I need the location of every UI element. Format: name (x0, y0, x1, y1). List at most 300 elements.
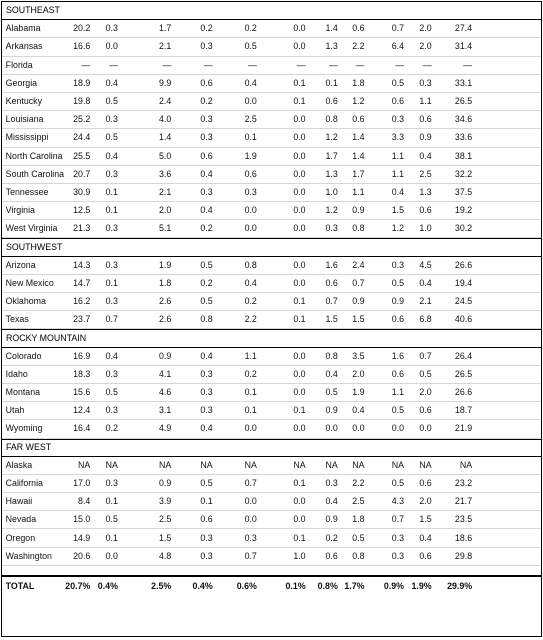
table-cell: 23.7 (73, 314, 91, 326)
table-cell: 2.5 (244, 114, 257, 126)
table-cell: 3.1 (159, 405, 172, 417)
table-cell: 2.2 (352, 477, 365, 489)
table-cell: 3.5 (352, 350, 365, 362)
table-cell: 0.2 (244, 368, 257, 380)
table-cell: NA (293, 459, 306, 471)
table-cell: 8.4 (78, 496, 91, 508)
table-cell: 4.0 (159, 114, 172, 126)
table-cell: 0.6 (352, 23, 365, 35)
table-cell: 0.5 (200, 477, 213, 489)
table-cell: 0.5 (200, 296, 213, 308)
region-header (2, 439, 541, 457)
region-name: ROCKY MOUNTAIN (6, 332, 87, 344)
table-cell: — (463, 59, 473, 71)
table-cell: 0.0 (293, 23, 306, 35)
table-cell: 0.6 (244, 168, 257, 180)
table-row (2, 257, 541, 275)
state-name: North Carolina (5, 150, 63, 162)
table-cell: 23.2 (454, 477, 473, 489)
table-cell: 15.0 (73, 514, 91, 526)
table-cell: 0.2 (105, 423, 118, 435)
table-cell: 26.4 (454, 350, 473, 362)
table-cell: 0.7 (391, 514, 405, 526)
table-cell: 2.5 (159, 514, 172, 526)
table-cell: 2.4 (159, 96, 172, 108)
table-cell: 0.0 (293, 168, 306, 180)
table-cell: — (328, 59, 338, 71)
region-name: FAR WEST (6, 442, 52, 454)
table-cell: 0.6 (325, 550, 338, 562)
table-cell: 0.1 (293, 77, 306, 89)
table-cell: 34.6 (454, 114, 473, 126)
table-cell: 19.2 (454, 205, 473, 217)
total-cell: 29.9% (447, 581, 473, 593)
table-cell: 1.2 (325, 205, 338, 217)
table-cell: 20.6 (73, 550, 91, 562)
table-cell: 12.4 (73, 405, 91, 417)
table-cell: 0.9 (391, 296, 405, 308)
table-cell: NA (105, 459, 118, 471)
table-cell: 0.0 (293, 423, 306, 435)
table-cell: 30.9 (73, 186, 91, 198)
table-cell: 0.8 (352, 223, 365, 235)
table-cell: 0.7 (391, 23, 405, 35)
state-name: Virginia (5, 205, 35, 217)
table-cell: 0.0 (352, 423, 365, 435)
table-cell: 0.3 (105, 223, 118, 235)
data-table (1, 1, 542, 637)
state-name: Texas (5, 314, 29, 326)
table-cell: 0.6 (419, 405, 432, 417)
table-cell: — (296, 59, 306, 71)
state-name: West Virginia (5, 223, 58, 235)
table-cell: 0.0 (244, 423, 257, 435)
table-cell: 1.5 (391, 205, 405, 217)
table-cell: 1.9 (244, 150, 257, 162)
table-cell: 1.9 (352, 387, 365, 399)
table-cell: 2.6 (159, 314, 172, 326)
table-cell: 0.4 (105, 350, 118, 362)
table-row (2, 366, 541, 384)
table-row (2, 293, 541, 311)
total-cell: 0.6% (236, 581, 257, 593)
table-cell: 0.1 (105, 205, 118, 217)
table-cell: 0.4 (419, 532, 432, 544)
table-cell: 0.3 (105, 114, 118, 126)
table-cell: 24.5 (454, 296, 473, 308)
table-cell: 0.0 (293, 223, 306, 235)
state-name: Alaska (5, 459, 33, 471)
table-cell: 21.9 (454, 423, 473, 435)
table-cell: 26.5 (454, 368, 473, 380)
table-cell: 4.1 (159, 368, 172, 380)
table-row (2, 20, 541, 38)
table-cell: 0.3 (105, 405, 118, 417)
table-cell: 0.3 (200, 550, 213, 562)
table-cell: 2.5 (352, 496, 365, 508)
table-cell: 9.9 (159, 77, 172, 89)
table-cell: 1.1 (352, 186, 365, 198)
table-cell: 1.2 (325, 132, 338, 144)
table-cell: 1.4 (325, 23, 338, 35)
table-cell: 2.0 (419, 387, 432, 399)
table-cell: 12.5 (73, 205, 91, 217)
table-cell: 0.1 (293, 96, 306, 108)
table-cell: 0.3 (391, 550, 405, 562)
table-cell: 0.5 (391, 77, 405, 89)
table-cell: 0.1 (105, 186, 118, 198)
table-cell: 0.3 (391, 532, 405, 544)
table-row (2, 111, 541, 129)
table-cell: 2.1 (159, 41, 172, 53)
table-cell: 0.1 (293, 405, 306, 417)
region-name: SOUTHEAST (6, 5, 60, 17)
table-cell: 2.0 (419, 23, 432, 35)
table-cell: NA (391, 459, 405, 471)
table-cell: 0.0 (293, 41, 306, 53)
table-cell: 0.6 (325, 96, 338, 108)
table-cell: 0.4 (244, 77, 257, 89)
table-cell: 2.1 (419, 296, 432, 308)
table-cell: 18.9 (73, 77, 91, 89)
table-cell: 31.4 (454, 41, 473, 53)
table-cell: 0.0 (293, 150, 306, 162)
table-cell: 0.1 (293, 477, 306, 489)
table-cell: 0.3 (200, 186, 213, 198)
table-cell: 0.8 (200, 314, 213, 326)
table-cell: 18.3 (73, 368, 91, 380)
table-cell: 0.2 (325, 532, 338, 544)
table-row (2, 220, 541, 238)
table-cell: 0.4 (352, 405, 365, 417)
table-cell: 0.2 (200, 23, 213, 35)
table-row (2, 548, 541, 566)
table-row (2, 275, 541, 293)
table-cell: 0.6 (352, 114, 365, 126)
table-cell: 0.7 (244, 550, 257, 562)
table-cell: 1.1 (244, 350, 257, 362)
table-cell: — (422, 59, 432, 71)
table-cell: 2.1 (159, 186, 172, 198)
table-cell: 0.9 (419, 132, 432, 144)
table-cell: 0.3 (105, 368, 118, 380)
table-cell: 0.6 (391, 368, 405, 380)
table-cell: 1.8 (352, 77, 365, 89)
table-cell: 1.9 (159, 259, 172, 271)
table-cell: — (355, 59, 365, 71)
table-cell: 0.5 (391, 477, 405, 489)
table-cell: 0.1 (105, 496, 118, 508)
total-cell: 1.9% (411, 581, 432, 593)
table-cell: 29.8 (454, 550, 473, 562)
table-cell: 0.2 (200, 277, 213, 289)
table-cell: 0.0 (293, 114, 306, 126)
table-cell: 0.0 (244, 205, 257, 217)
table-cell: 3.9 (159, 496, 172, 508)
table-cell: 0.0 (293, 132, 306, 144)
table-cell: 0.5 (105, 514, 118, 526)
table-cell: 0.4 (200, 423, 213, 435)
table-cell: 2.2 (244, 314, 257, 326)
table-cell: 0.2 (244, 296, 257, 308)
table-cell: 0.3 (244, 186, 257, 198)
table-cell: 6.8 (419, 314, 432, 326)
table-cell: 16.4 (73, 423, 91, 435)
table-cell: 14.3 (73, 259, 91, 271)
state-name: Mississippi (5, 132, 49, 144)
region-header (2, 238, 541, 256)
table-cell: 1.3 (325, 168, 338, 180)
table-cell: 0.1 (105, 532, 118, 544)
table-cell: 0.3 (200, 41, 213, 53)
table-cell: 2.5 (419, 168, 432, 180)
table-cell: 4.9 (159, 423, 172, 435)
table-cell: 0.6 (419, 114, 432, 126)
table-cell: 5.1 (159, 223, 172, 235)
table-cell: — (203, 59, 213, 71)
table-cell: 1.4 (159, 132, 172, 144)
table-cell: 16.6 (73, 41, 91, 53)
table-cell: 1.1 (419, 96, 432, 108)
table-cell: 0.0 (293, 350, 306, 362)
table-cell: 1.0 (293, 550, 306, 562)
table-cell: 40.6 (454, 314, 473, 326)
table-cell: 0.6 (200, 77, 213, 89)
table-cell: 6.4 (391, 41, 405, 53)
state-name: California (5, 477, 43, 489)
table-cell: 0.7 (419, 350, 432, 362)
table-cell: 1.5 (159, 532, 172, 544)
table-cell: 0.1 (293, 296, 306, 308)
table-cell: 18.6 (454, 532, 473, 544)
state-name: Arizona (5, 259, 36, 271)
table-cell: 30.2 (454, 223, 473, 235)
table-cell: 0.3 (200, 405, 213, 417)
total-cell: 0.4% (97, 581, 118, 593)
table-cell: 21.7 (454, 496, 473, 508)
table-cell: — (248, 59, 257, 71)
table-cell: 15.6 (73, 387, 91, 399)
total-cell: 0.8% (317, 581, 338, 593)
table-cell: 0.0 (293, 186, 306, 198)
table-cell: 0.3 (391, 259, 405, 271)
table-cell: 0.3 (105, 296, 118, 308)
table-cell: 14.9 (73, 532, 91, 544)
table-row (2, 457, 541, 475)
state-name: Oregon (5, 532, 36, 544)
table-cell: 4.8 (159, 550, 172, 562)
state-name: Montana (5, 387, 41, 399)
table-cell: 0.0 (293, 205, 306, 217)
total-cell: 2.5% (151, 581, 172, 593)
state-name: Tennessee (5, 186, 49, 198)
table-cell: 1.7 (352, 168, 365, 180)
table-cell: 0.9 (352, 296, 365, 308)
state-name: Louisiana (5, 114, 44, 126)
table-cell: 0.4 (200, 350, 213, 362)
table-cell: 2.2 (352, 41, 365, 53)
table-cell: 18.7 (454, 405, 473, 417)
table-cell: 26.5 (454, 96, 473, 108)
total-row (2, 577, 541, 597)
table-cell: — (109, 59, 118, 71)
table-cell: 1.5 (325, 314, 338, 326)
table-cell: 20.7 (73, 168, 91, 180)
table-cell: 0.5 (352, 532, 365, 544)
table-row (2, 420, 541, 438)
table-cell: 0.0 (293, 277, 306, 289)
table-cell: 0.3 (419, 77, 432, 89)
table-cell: 19.8 (73, 96, 91, 108)
table-cell: 20.2 (73, 23, 91, 35)
state-name: Hawaii (5, 496, 33, 508)
table-cell: 0.3 (325, 223, 338, 235)
table-cell: 0.9 (325, 405, 338, 417)
table-cell: NA (419, 459, 432, 471)
table-cell: 0.8 (244, 259, 257, 271)
state-name: Colorado (5, 350, 42, 362)
table-cell: 0.0 (293, 514, 306, 526)
table-cell: NA (244, 459, 257, 471)
state-name: Arkansas (5, 41, 43, 53)
table-cell: 0.6 (419, 477, 432, 489)
table-cell: 21.3 (73, 223, 91, 235)
total-cell: 0.4% (192, 581, 213, 593)
table-cell: 0.4 (200, 168, 213, 180)
table-cell: 0.1 (244, 132, 257, 144)
table-cell: 1.2 (391, 223, 405, 235)
table-cell: 0.7 (325, 296, 338, 308)
table-cell: 38.1 (454, 150, 473, 162)
table-cell: 0.6 (419, 205, 432, 217)
table-cell: 1.0 (419, 223, 432, 235)
table-cell: 1.8 (352, 514, 365, 526)
table-row (2, 166, 541, 184)
table-cell: 33.6 (454, 132, 473, 144)
state-name: Utah (5, 405, 25, 417)
table-cell: 1.6 (325, 259, 338, 271)
table-cell: 0.7 (352, 277, 365, 289)
table-cell: 19.4 (454, 277, 473, 289)
table-cell: 26.6 (454, 259, 473, 271)
table-cell: 0.6 (325, 277, 338, 289)
table-cell: 14.7 (73, 277, 91, 289)
table-cell: 0.2 (200, 96, 213, 108)
table-cell: 1.6 (391, 350, 405, 362)
table-cell: 0.9 (325, 514, 338, 526)
state-name: Wyoming (5, 423, 43, 435)
table-row (2, 57, 541, 75)
table-cell: 0.3 (325, 477, 338, 489)
table-cell: 0.5 (200, 259, 213, 271)
table-cell: 0.5 (419, 368, 432, 380)
table-cell: NA (352, 459, 365, 471)
table-cell: NA (325, 459, 338, 471)
table-row (2, 311, 541, 329)
table-cell: 2.0 (159, 205, 172, 217)
state-name: Washington (5, 550, 52, 562)
table-cell: 23.5 (454, 514, 473, 526)
table-cell: 0.0 (244, 514, 257, 526)
state-name: Florida (5, 59, 33, 71)
table-cell: 16.2 (73, 296, 91, 308)
region-header (2, 329, 541, 347)
table-cell: 0.0 (293, 496, 306, 508)
table-cell: 1.5 (419, 514, 432, 526)
table-cell: 0.4 (325, 496, 338, 508)
table-cell: 0.1 (325, 77, 338, 89)
table-row (2, 93, 541, 111)
table-cell: 33.1 (454, 77, 473, 89)
table-cell: 2.6 (159, 296, 172, 308)
table-row (2, 129, 541, 147)
table-cell: 0.4 (105, 150, 118, 162)
table-cell: 0.0 (293, 259, 306, 271)
table-cell: 5.0 (159, 150, 172, 162)
table-cell: NA (78, 459, 91, 471)
total-cell: 0.9% (383, 581, 405, 593)
table-cell: 25.5 (73, 150, 91, 162)
table-row (2, 493, 541, 511)
table-cell: 0.8 (352, 550, 365, 562)
table-cell: 1.1 (391, 150, 405, 162)
table-cell: — (395, 59, 405, 71)
table-cell: 0.0 (105, 550, 118, 562)
table-cell: 0.7 (244, 477, 257, 489)
table-cell: 0.4 (200, 205, 213, 217)
table-cell: 0.6 (419, 550, 432, 562)
table-cell: 0.6 (200, 514, 213, 526)
table-cell: 25.2 (73, 114, 91, 126)
table-cell: 0.9 (159, 350, 172, 362)
table-cell: 0.3 (105, 259, 118, 271)
state-name: Kentucky (5, 96, 42, 108)
state-name: South Carolina (5, 168, 65, 180)
table-cell: — (162, 59, 172, 71)
table-cell: 0.0 (244, 223, 257, 235)
table-cell: 0.6 (200, 150, 213, 162)
table-cell: 0.3 (200, 132, 213, 144)
table-row (2, 75, 541, 93)
table-row (2, 529, 541, 547)
table-cell: 0.9 (159, 477, 172, 489)
table-cell: 1.4 (352, 150, 365, 162)
total-cell: 1.7% (344, 581, 365, 593)
table-row (2, 348, 541, 366)
table-row (2, 402, 541, 420)
table-cell: 16.9 (73, 350, 91, 362)
table-cell: 1.1 (391, 387, 405, 399)
region-name: SOUTHWEST (6, 242, 63, 254)
table-cell: 1.4 (352, 132, 365, 144)
table-body (2, 2, 541, 566)
table-row (2, 384, 541, 402)
table-cell: 0.5 (391, 405, 405, 417)
table-row (2, 184, 541, 202)
table-cell: 0.4 (391, 186, 405, 198)
table-cell: 0.2 (244, 23, 257, 35)
table-cell: 1.3 (325, 41, 338, 53)
table-cell: 0.3 (200, 114, 213, 126)
table-cell: 32.2 (454, 168, 473, 180)
table-row (2, 38, 541, 56)
total-cell: 20.7% (65, 581, 91, 593)
table-cell: 0.3 (105, 23, 118, 35)
table-cell: NA (200, 459, 213, 471)
table-cell: 27.4 (454, 23, 473, 35)
table-row (2, 148, 541, 166)
table-cell: 0.5 (105, 387, 118, 399)
